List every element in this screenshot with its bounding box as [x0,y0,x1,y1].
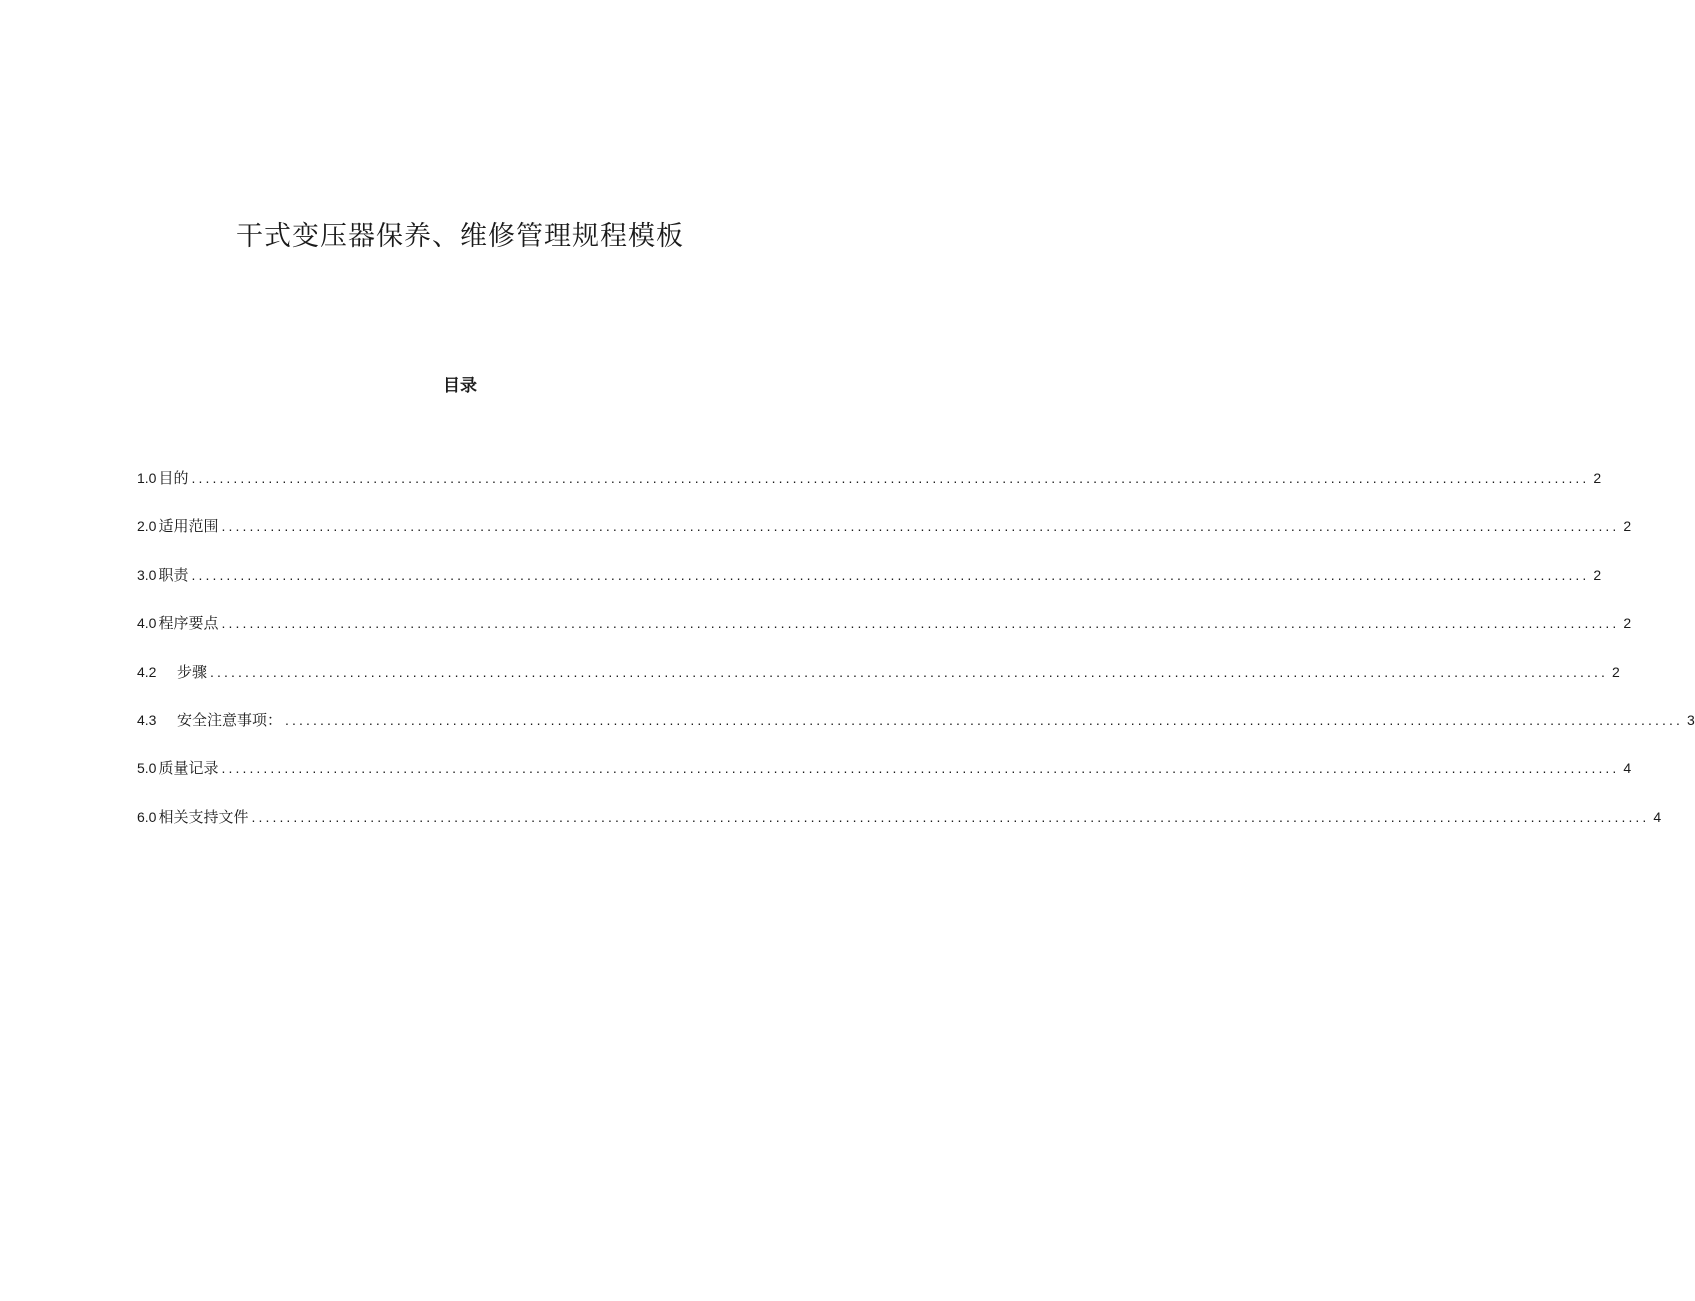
toc-entry-number: 3.0 [137,566,157,583]
dot-leader: ........................................................................................................................................................................................................ [251,808,1650,825]
toc-entry-text: 适用范围 [158,517,219,536]
toc-entry-page: 2 [1623,518,1632,535]
document-title: 干式变压器保养、维修管理规程模板 [236,221,684,252]
toc-entry-scope[interactable] [137,515,1632,563]
dot-leader: ........................................................................................................................................................................................................ [210,663,1608,680]
toc-entry-page: 4 [1653,808,1662,825]
toc-entry-page: 2 [1593,566,1602,583]
toc-entry-text: 安全注意事项： [177,710,283,729]
dot-leader: ........................................................................................................................................................................................................ [221,760,1620,777]
toc-entry-text: 职责 [158,565,189,584]
dot-leader: ........................................................................................................................................................................................................ [221,615,1620,632]
toc-entry-number: 6.0 [137,808,157,825]
dot-leader: ........................................................................................................................................................................................................ [191,566,1590,583]
toc-entry-text: 步骤 [177,662,208,681]
toc-heading: 目录 [443,376,477,396]
dot-leader: ........................................................................................................................................................................................................ [191,470,1590,486]
toc-entry-steps[interactable] [137,661,1620,709]
toc-entry-purpose[interactable] [137,467,1602,515]
toc-entry-page: 2 [1623,615,1632,632]
dot-leader: ........................................................................................................................................................................................................ [285,711,1683,728]
toc-entry-number: 4.3 [137,711,157,728]
toc-entry-page: 2 [1611,663,1620,680]
toc-entry-number: 5.0 [137,760,157,777]
toc-entry-related-documents[interactable] [137,806,1662,854]
toc-entry-safety-notes[interactable] [137,709,1695,757]
toc-entry-responsibilities[interactable] [137,564,1602,612]
toc-entry-number: 4.0 [137,615,157,632]
toc-entry-text: 质量记录 [158,759,219,778]
toc-entry-text: 程序要点 [158,614,219,633]
dot-leader: ........................................................................................................................................................................................................ [221,518,1620,535]
toc-entry-page: 4 [1623,760,1632,777]
toc-entry-text: 相关支持文件 [158,807,249,826]
toc-entry-page: 3 [1686,711,1695,728]
toc-entry-number: 2.0 [137,518,157,535]
toc-entry-procedure-points[interactable] [137,612,1632,660]
toc-entry-number: 1.0 [137,470,157,486]
toc-entry-page: 2 [1593,470,1602,486]
toc-entry-number: 4.2 [137,663,157,680]
table-of-contents [137,467,1695,854]
toc-entry-quality-records[interactable] [137,757,1632,805]
toc-entry-text: 目的 [158,469,189,487]
